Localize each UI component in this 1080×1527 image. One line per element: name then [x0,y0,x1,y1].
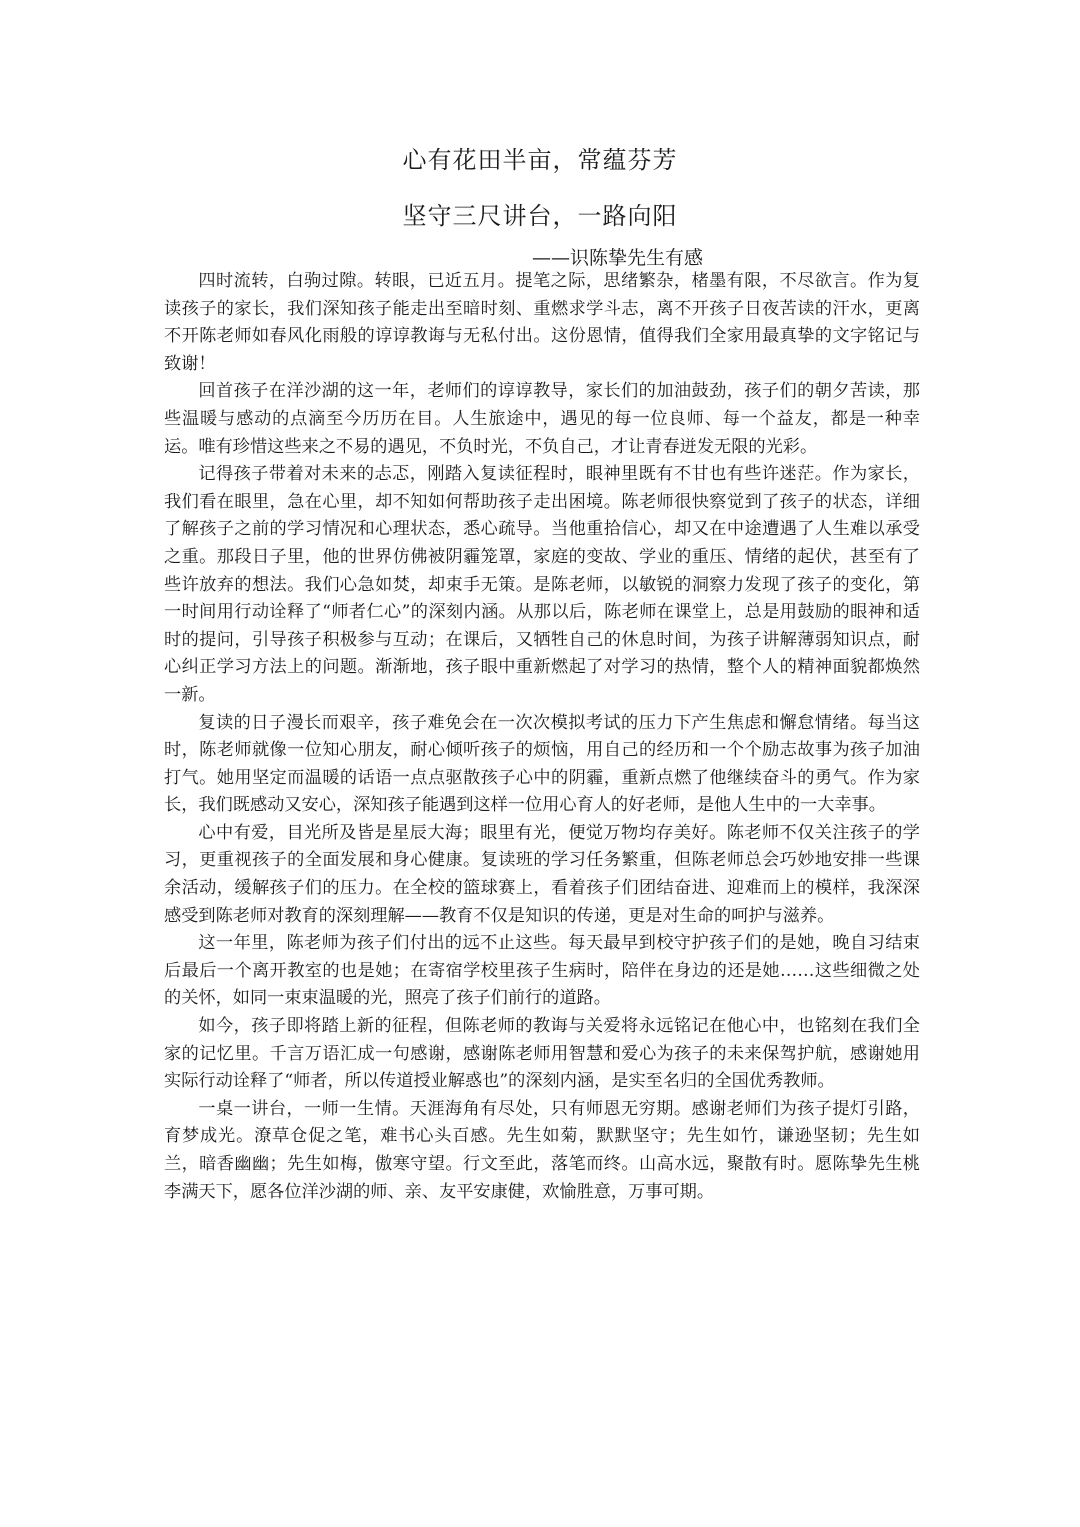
paragraph: 心中有爱，目光所及皆是星辰大海；眼里有光，便觉万物均存美好。陈老师不仅关注孩子的学习，更重视孩子的全面发展和身心健康。复读班的学习任务繁重，但陈老师总会巧妙地安排一些课余活动，缓解孩子们的压力。在全校的篮球赛上，看着孩子们团结奋进、迎难而上的模样，我深深感受到陈老师对教育的深刻理解——教育不仅是知识的传递，更是对生命的呵护与滋养。 [164,822,920,926]
paragraph: 一桌一讲台，一师一生情。天涯海角有尽处，只有师恩无穷期。感谢老师们为孩子提灯引路，育梦成光。潦草仓促之笔，难书心头百感。先生如菊，默默坚守；先生如竹，谦逊坚韧；先生如兰，暗香幽幽；先生如梅，傲寒守望。行文至此，落笔而终。山高水远，聚散有时。愿陈挚先生桃李满天下，愿各位洋沙湖的师、亲、友平安康健，欢愉胜意，万事可期。 [164,1098,920,1202]
paragraph: 这一年里，陈老师为孩子们付出的远不止这些。每天最早到校守护孩子们的是她，晚自习结束后最后一个离开教室的也是她；在寄宿学校里孩子生病时，陪伴在身边的还是她……这些细微之处的关怀，如同一束束温暖的光，照亮了孩子们前行的道路。 [164,933,920,1009]
title-line-1: 心有花田半亩，常蕴芬芳 [402,146,678,174]
paragraph: 回首孩子在洋沙湖的这一年，老师们的谆谆教导，家长们的加油鼓劲，孩子们的朝夕苦读，那些温暖与感动的点滴至今历历在目。人生旅途中，遇见的每一位良师、每一个益友，都是一种幸运。唯有珍惜这些来之不易的遇见，不负时光，不负自己，才让青春迸发无限的光彩。 [164,381,920,457]
title-line-2: 坚守三尺讲台，一路向阳 [402,202,678,230]
article-body [164,268,920,1206]
paragraph: 复读的日子漫长而艰辛，孩子难免会在一次次模拟考试的压力下产生焦虑和懈怠情绪。每当这时，陈老师就像一位知心朋友，耐心倾听孩子的烦恼，用自己的经历和一个个励志故事为孩子加油打气。她用坚定而温暖的话语一点点驱散孩子心中的阴霾，重新点燃了他继续奋斗的勇气。作为家长，我们既感动又安心，深知孩子能遇到这样一位用心育人的好老师，是他人生中的一大幸事。 [164,712,920,816]
byline: ——识陈挚先生有感 [532,247,704,269]
paragraph: 如今，孩子即将踏上新的征程，但陈老师的教诲与关爱将永远铭记在他心中，也铭刻在我们全家的记忆里。千言万语汇成一句感谢，感谢陈老师用智慧和爱心为孩子的未来保驾护航，感谢她用实际行动诠释了“师者，所以传道授业解惑也”的深刻内涵，是实至名归的全国优秀教师。 [164,1016,920,1092]
paragraph: 记得孩子带着对未来的忐忑，刚踏入复读征程时，眼神里既有不甘也有些许迷茫。作为家长，我们看在眼里，急在心里，却不知如何帮助孩子走出困境。陈老师很快察觉到了孩子的状态，详细了解孩子之前的学习情况和心理状态，悉心疏导。当他重拾信心，却又在中途遭遇了人生难以承受之重。那段日子里，他的世界仿佛被阴霾笼罩，家庭的变故、学业的重压、情绪的起伏，甚至有了些许放弃的想法。我们心急如焚，却束手无策。是陈老师，以敏锐的洞察力发现了孩子的变化，第一时间用行动诠释了“师者仁心”的深刻内涵。从那以后，陈老师在课堂上，总是用鼓励的眼神和适时的提问，引导孩子积极参与互动；在课后，又牺牲自己的休息时间，为孩子讲解薄弱知识点，耐心纠正学习方法上的问题。渐渐地，孩子眼中重新燃起了对学习的热情，整个人的精神面貌都焕然一新。 [164,464,920,705]
paragraph: 四时流转，白驹过隙。转眼，已近五月。提笔之际，思绪繁杂，楮墨有限，不尽欲言。作为复读孩子的家长，我们深知孩子能走出至暗时刻、重燃求学斗志，离不开孩子日夜苦读的汗水，更离不开陈老师如春风化雨般的谆谆教诲与无私付出。这份恩情，值得我们全家用最真挚的文字铭记与致谢！ [164,271,920,374]
